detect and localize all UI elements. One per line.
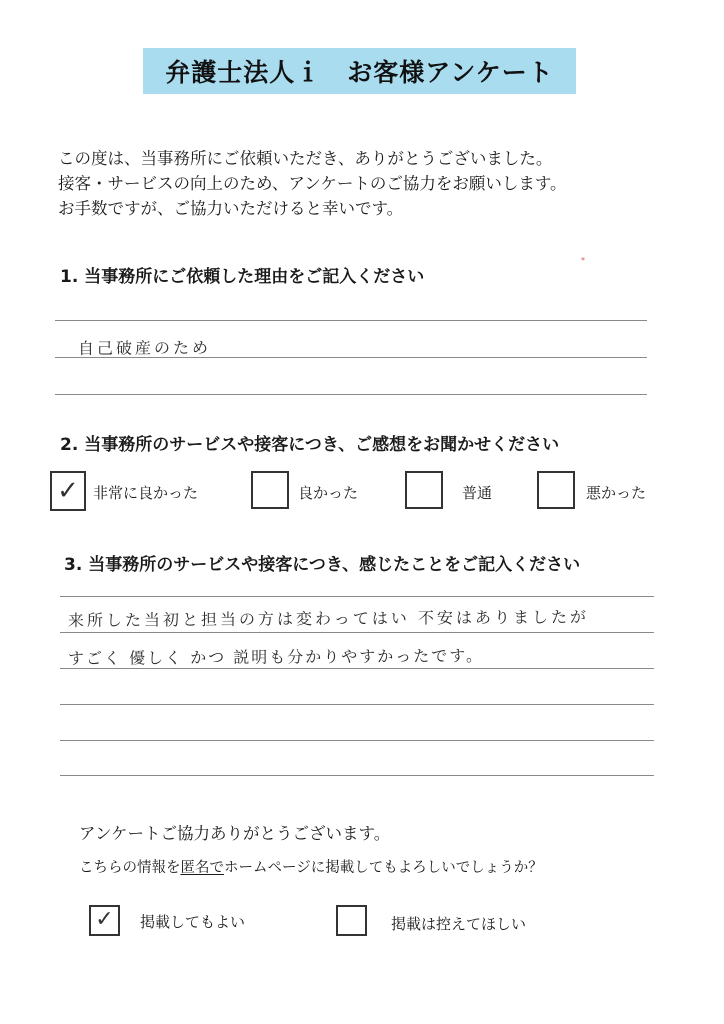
consent-question <box>79 856 543 877</box>
answer-line <box>60 740 654 741</box>
stray-mark: * <box>581 256 585 265</box>
question-1-label: 1. 当事務所にご依頼した理由をご記入ください <box>60 267 425 287</box>
option-very-good-checkbox[interactable] <box>50 471 86 511</box>
option-good-label: 良かった <box>298 484 359 502</box>
intro-line-3: お手数ですが、ご協力いただけると幸いです。 <box>58 199 404 218</box>
publish-ok-label: 掲載してもよい <box>140 913 246 931</box>
answer-line <box>60 668 654 669</box>
question-1-answer[interactable]: 自己破産のため <box>77 338 212 358</box>
publish-decline-label: 掲載は控えてほしい <box>391 915 527 933</box>
publish-ok-checkbox[interactable] <box>89 905 120 936</box>
option-very-good-label: 非常に良かった <box>93 484 199 502</box>
question-3-label: 3. 当事務所のサービスや接客につき、感じたことをご記入ください <box>64 555 581 575</box>
check-mark-icon: ✓ <box>95 907 114 932</box>
answer-line <box>60 704 654 705</box>
option-normal-label: 普通 <box>462 484 493 502</box>
intro-line-1: この度は、当事務所にご依頼いただき、ありがとうございました。 <box>58 149 553 168</box>
closing-thanks: アンケートご協力ありがとうございます。 <box>79 824 391 843</box>
option-normal-checkbox[interactable] <box>405 471 443 509</box>
question-3-answer-line-1[interactable]: 来所した当初と担当の方は変わってはい 不安はありましたが <box>67 607 589 630</box>
check-mark-icon: ✓ <box>57 476 79 506</box>
consent-question-post: ホームページに掲載してもよろしいでしょうか？ <box>224 860 543 876</box>
answer-line <box>55 394 647 395</box>
question-3-answer-line-2[interactable]: すごく 優しく かつ 説明も分かりやすかったです。 <box>67 646 485 668</box>
option-bad-checkbox[interactable] <box>537 471 575 509</box>
answer-line <box>60 775 654 776</box>
intro-line-2: 接客・サービスの向上のため、アンケートのご協力をお願いします。 <box>58 174 567 193</box>
option-bad-label: 悪かった <box>586 484 647 502</box>
question-2-label: 2. 当事務所のサービスや接客につき、ご感想をお聞かせください <box>60 435 560 455</box>
answer-line <box>55 320 647 321</box>
answer-line <box>60 596 654 597</box>
page-title-text: 弁護士法人ｉ お客様アンケート <box>165 58 554 87</box>
consent-question-pre: こちらの情報を <box>79 860 181 876</box>
publish-decline-checkbox[interactable] <box>336 905 367 936</box>
page-title <box>143 48 576 94</box>
option-good-checkbox[interactable] <box>251 471 289 509</box>
consent-question-emphasis: 匿名で <box>180 860 224 876</box>
answer-line <box>55 357 647 358</box>
answer-line <box>60 632 654 633</box>
